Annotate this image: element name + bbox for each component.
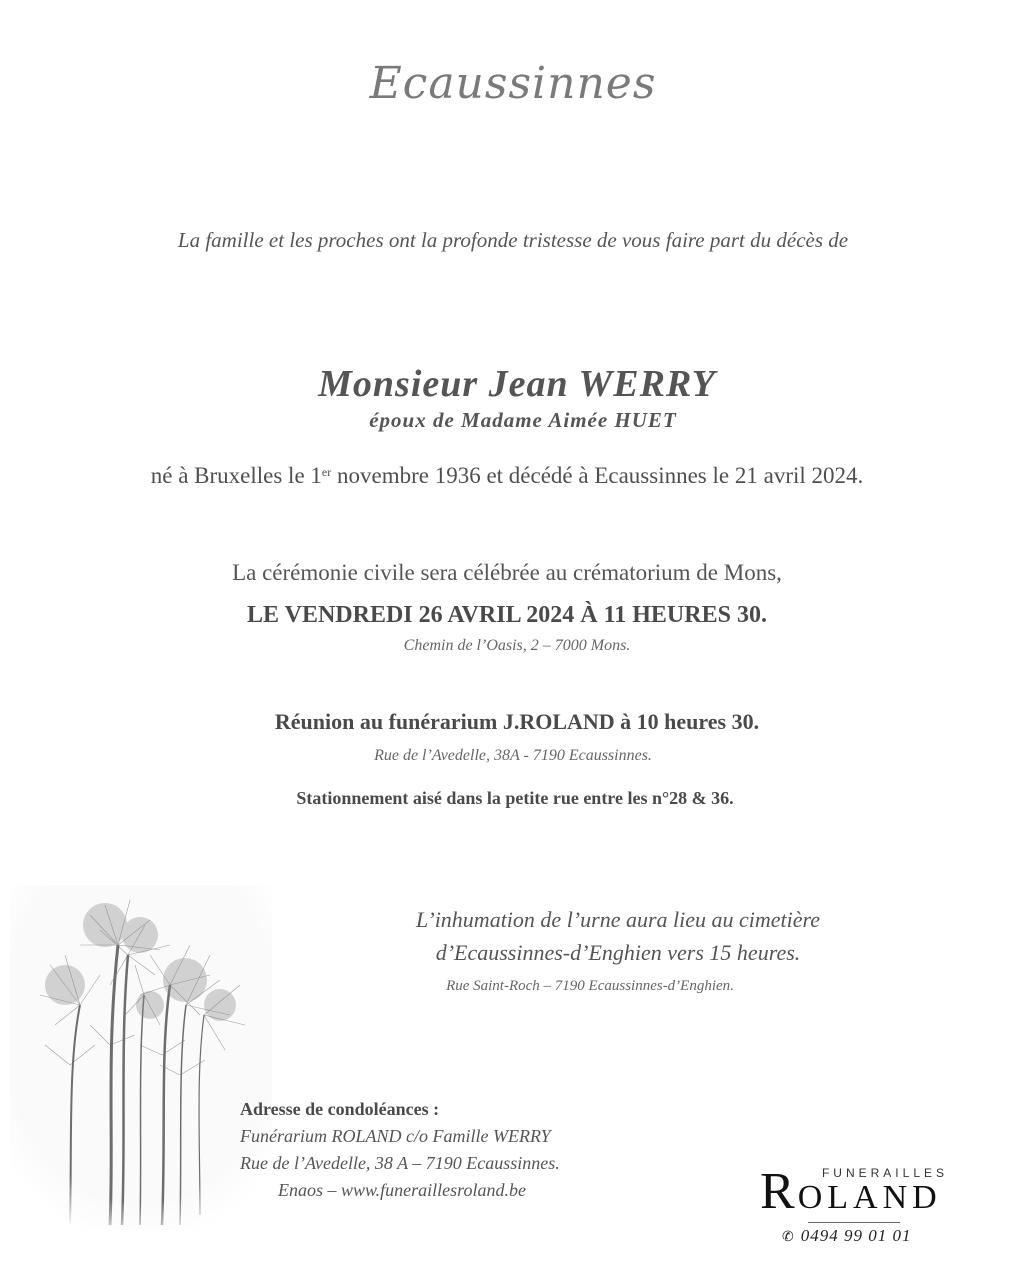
logo-divider <box>808 1222 900 1223</box>
born-superscript: er <box>321 465 332 479</box>
ceremony-text: La cérémonie civile sera célébrée au crématorium de Mons, <box>232 560 782 585</box>
ceremony-date: LE VENDREDI 26 AVRIL 2024 À 11 HEURES 30. <box>247 602 767 628</box>
inhumation-line-1: L’inhumation de l’urne aura lieu au cimetière <box>415 907 821 932</box>
phone-number: 0494 99 01 01 <box>800 1226 912 1245</box>
intro-text: La famille et les proches ont la profonde tristesse de vous faire part du décès de <box>177 228 849 252</box>
trees-illustration <box>10 885 272 1230</box>
logo-phone <box>782 1226 911 1246</box>
condolences-line-2: Rue de l’Avedelle, 38 A – 7190 Ecaussinnes. <box>240 1153 560 1173</box>
meeting-text: Réunion au funérarium J.ROLAND à 10 heures 30. <box>274 709 760 734</box>
deceased-name: Monsieur Jean WERRY <box>318 363 716 405</box>
logo-initial: R <box>760 1163 798 1220</box>
birth-death-line <box>0 463 1024 489</box>
roland-logo <box>754 1163 954 1256</box>
ceremony-address: Chemin de l’Oasis, 2 – 7000 Mons. <box>403 637 631 654</box>
condolences-line-3: Enaos – www.funeraillesroland.be <box>278 1180 527 1200</box>
logo-subtitle: FUNERAILLES <box>821 1166 948 1180</box>
born-prefix: né à Bruxelles le 1 <box>150 463 322 488</box>
condolences-line-1: Funérarium ROLAND c/o Famille WERRY <box>240 1126 551 1146</box>
meeting-address: Rue de l’Avedelle, 38A - 7190 Ecaussinnes. <box>374 747 652 764</box>
inhumation-address: Rue Saint-Roch – 7190 Ecaussinnes-d’Enghien. <box>446 978 734 994</box>
logo-wordmark <box>760 1163 942 1220</box>
born-suffix: novembre 1936 et décédé à Ecaussinnes le 21 avril 2024. <box>331 463 864 488</box>
phone-icon: ✆ <box>782 1230 795 1245</box>
spouse-line: époux de Madame Aimée HUET <box>369 408 677 432</box>
logo-rest: OLAND <box>797 1179 942 1216</box>
inhumation-line-2: d’Ecaussinnes-d’Enghien vers 15 heures. <box>435 940 801 965</box>
town-title: Ecaussinnes <box>369 58 657 109</box>
condolences-title: Adresse de condoléances : <box>240 1099 440 1119</box>
parking-note: Stationnement aisé dans la petite rue entre les n°28 & 36. <box>296 788 734 808</box>
